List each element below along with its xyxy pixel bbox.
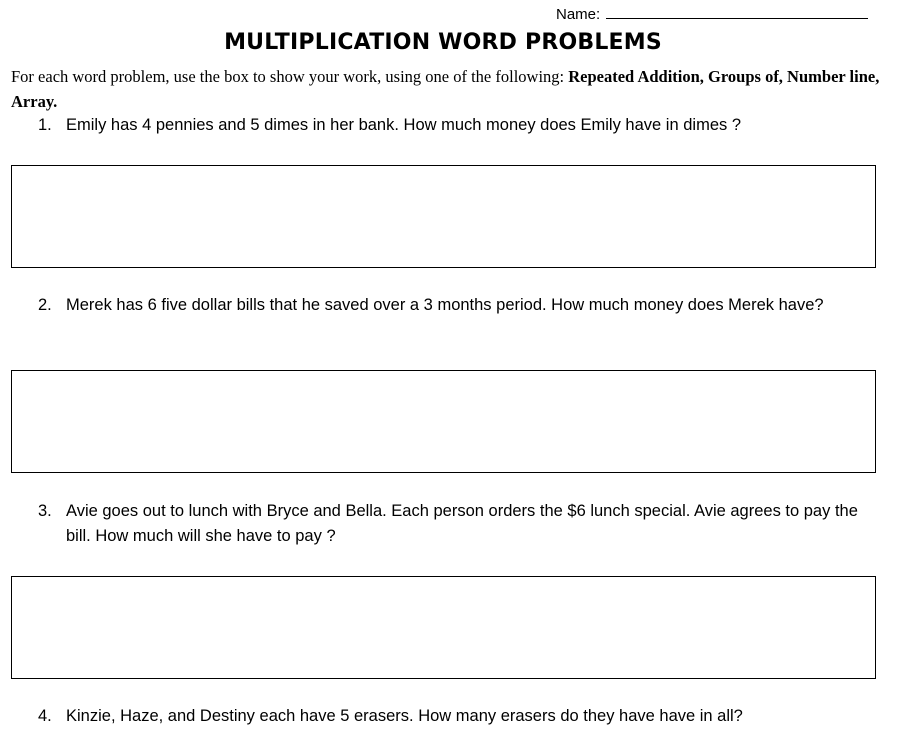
instructions <box>11 64 891 114</box>
work-box-1[interactable] <box>11 165 876 268</box>
worksheet-title: MULTIPLICATION WORD PROBLEMS <box>224 30 662 55</box>
instructions-text: For each word problem, use the box to show your work, using one of the following: <box>11 67 569 86</box>
problem-1 <box>38 113 878 138</box>
problem-text: Kinzie, Haze, and Destiny each have 5 erasers. How many erasers do they have have in all? <box>66 707 743 725</box>
work-box-2[interactable] <box>11 370 876 473</box>
problem-number: 2. <box>38 296 52 314</box>
problem-number: 1. <box>38 116 52 134</box>
instructions-methods: Repeated Addition, Groups of, Number line, Array. <box>11 67 880 111</box>
problem-2 <box>38 293 878 318</box>
problem-text: Avie goes out to lunch with Bryce and Bella. Each person orders the $6 lunch special. Avie agrees to pay the bill. How much will she have to pay ? <box>66 502 858 545</box>
problem-4 <box>38 704 878 729</box>
name-label: Name: <box>556 6 601 23</box>
problem-text: Merek has 6 five dollar bills that he saved over a 3 months period. How much money does Merek have? <box>66 296 824 314</box>
problem-number: 3. <box>38 502 52 520</box>
name-blank-line[interactable] <box>606 4 868 19</box>
problem-number: 4. <box>38 707 52 725</box>
name-field <box>556 4 868 23</box>
problem-text: Emily has 4 pennies and 5 dimes in her bank. How much money does Emily have in dimes ? <box>66 116 742 134</box>
work-box-3[interactable] <box>11 576 876 679</box>
problem-3 <box>38 499 878 549</box>
